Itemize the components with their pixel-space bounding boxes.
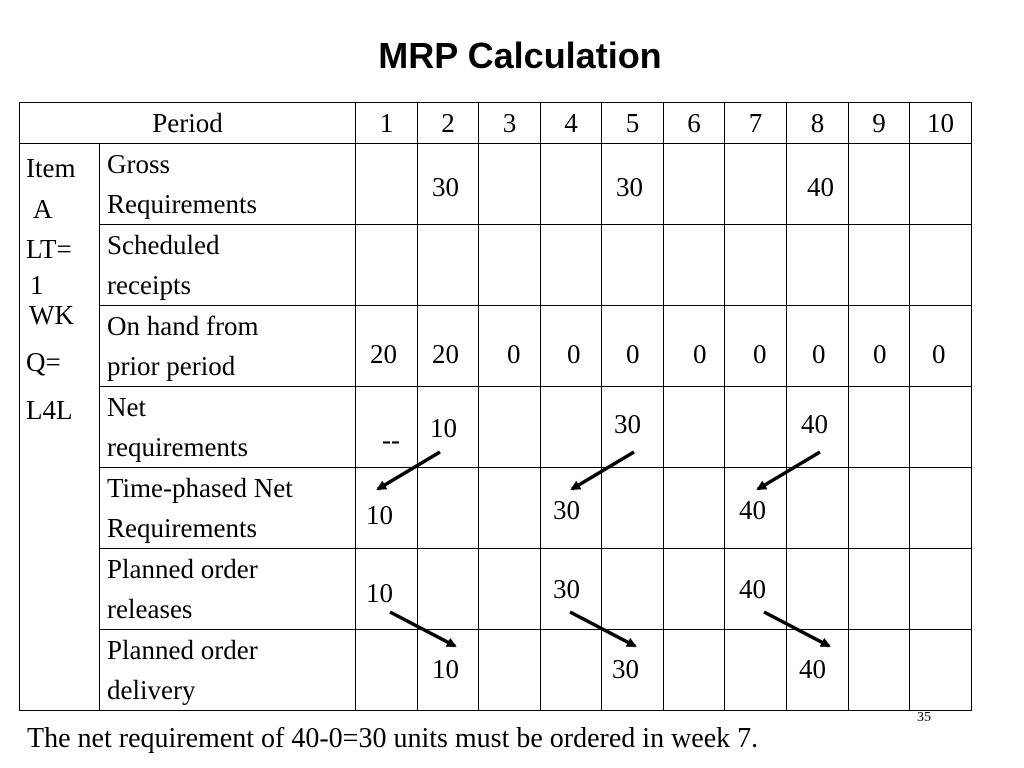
cell-value: 40 (801, 409, 828, 439)
period-header-label: Period (20, 103, 356, 144)
row-label: Scheduled receipts (100, 225, 356, 306)
cell-value: 0 (873, 339, 887, 369)
row-label: Net requirements (100, 387, 356, 468)
row-label: Planned order delivery (100, 630, 356, 711)
cell-value: 30 (614, 409, 641, 439)
cell-value: 20 (432, 339, 459, 369)
period-header-cell: 3 (479, 103, 541, 144)
cell-value: 0 (753, 339, 767, 369)
delivery-arrow (764, 612, 829, 646)
period-header-cell: 10 (910, 103, 972, 144)
cell-value: 0 (567, 339, 581, 369)
item-info-line: L4L (26, 395, 73, 425)
offset-arrow (758, 452, 820, 489)
page-number: 35 (917, 710, 931, 725)
row-label: Gross Requirements (100, 144, 356, 225)
item-info-line: A (33, 193, 53, 224)
item-info-line: 1 (30, 269, 44, 300)
cell-value: 30 (616, 172, 643, 202)
slide-title: MRP Calculation (378, 35, 662, 76)
cell-value: 0 (507, 339, 521, 369)
footer-note: The net requirement of 40-0=30 units must be ordered in week 7. (27, 723, 759, 754)
item-info-line: LT= (26, 234, 72, 264)
item-info-line: WK (29, 299, 74, 330)
item-info-line: Item (26, 153, 76, 183)
period-header-cell: 7 (725, 103, 787, 144)
offset-arrow (378, 452, 440, 489)
period-header-cell: 4 (541, 103, 602, 144)
period-header-cell: 8 (787, 103, 849, 144)
period-header-cell: 2 (418, 103, 479, 144)
cell-value: 10 (432, 654, 459, 684)
offset-arrow (572, 452, 634, 489)
cell-value: 20 (370, 339, 397, 369)
cell-value: 30 (553, 495, 580, 525)
row-label: On hand from prior period (100, 306, 356, 387)
cell-value: 40 (739, 574, 766, 604)
cell-value: 0 (693, 339, 707, 369)
cell-value: -- (382, 425, 400, 455)
cell-value: 10 (430, 413, 457, 443)
item-info-line: Q= (26, 346, 61, 377)
row-label: Time-phased Net Requirements (100, 468, 356, 549)
cell-value: 40 (799, 654, 826, 684)
cell-value: 10 (366, 578, 393, 608)
cell-value: 30 (612, 654, 639, 684)
period-header-cell: 1 (356, 103, 418, 144)
period-header-cell: 9 (849, 103, 910, 144)
cell-value: 0 (812, 339, 826, 369)
cell-value: 10 (366, 500, 393, 530)
cell-value: 0 (932, 339, 946, 369)
row-label: Planned order releases (100, 549, 356, 630)
cell-value: 30 (553, 574, 580, 604)
period-header-cell: 5 (602, 103, 664, 144)
cell-value: 40 (739, 495, 766, 525)
delivery-arrow (390, 612, 455, 646)
delivery-arrow (570, 612, 635, 646)
period-header-cell: 6 (664, 103, 725, 144)
cell-value: 0 (626, 339, 640, 369)
cell-value: 40 (807, 172, 834, 202)
cell-value: 30 (432, 172, 459, 202)
